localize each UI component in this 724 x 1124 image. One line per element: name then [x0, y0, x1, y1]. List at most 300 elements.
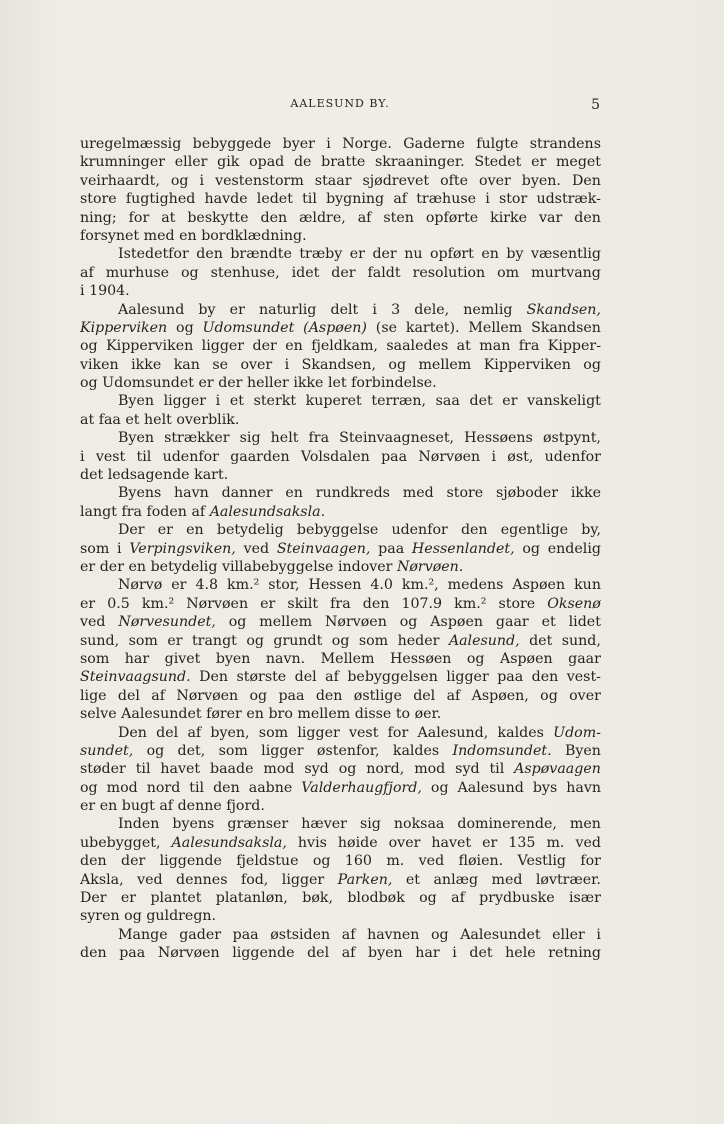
- word: Nørvøen: [176, 687, 239, 704]
- word: og: [540, 687, 558, 704]
- word: største: [236, 669, 287, 686]
- word: i: [215, 393, 221, 410]
- word: og: [80, 779, 98, 796]
- word: bebyggelse: [296, 522, 379, 539]
- word: byen: [215, 650, 251, 667]
- word: og: [228, 614, 247, 631]
- word: Aspøvaagen: [514, 761, 601, 778]
- word: ligger: [261, 742, 304, 759]
- word: syd: [304, 761, 329, 778]
- word: delt: [330, 301, 359, 318]
- word: Byens: [118, 485, 162, 502]
- text-line: [80, 153, 601, 171]
- word: Hessen: [308, 577, 362, 594]
- word: i: [485, 191, 490, 208]
- text-line: [80, 907, 601, 925]
- running-title: AALESUND BY.: [290, 97, 390, 110]
- word: der: [331, 264, 356, 281]
- word: heller: [246, 375, 289, 392]
- word: et: [541, 614, 556, 631]
- word: vest: [95, 448, 126, 465]
- word: km.²: [227, 577, 260, 594]
- word: ikke: [570, 485, 601, 502]
- text-line: [80, 687, 601, 705]
- word: helt: [270, 430, 299, 447]
- word: er: [80, 798, 96, 815]
- word: ledet: [256, 191, 293, 208]
- word: kaldes: [497, 724, 544, 741]
- word: der: [121, 853, 146, 870]
- word: navn.: [265, 650, 306, 667]
- word: er: [198, 375, 214, 392]
- word: Der: [80, 890, 107, 907]
- word: opad: [249, 154, 285, 171]
- word: af: [393, 191, 408, 208]
- word: Der: [118, 522, 145, 539]
- word: Aspøen: [430, 614, 483, 631]
- word: en: [285, 338, 303, 355]
- word: eller: [552, 926, 585, 943]
- word: sig: [359, 816, 381, 833]
- word: ligger: [281, 871, 325, 888]
- word: foden: [146, 503, 187, 520]
- word: er: [120, 890, 137, 907]
- word: Mellem: [320, 650, 375, 667]
- word: grundt: [273, 632, 323, 649]
- word: øst,: [507, 448, 534, 465]
- word: det: [469, 945, 493, 962]
- text-line: [80, 337, 601, 355]
- word: bordklædning.: [201, 227, 307, 244]
- word: det: [529, 632, 553, 649]
- word: rundkreds: [315, 485, 390, 502]
- word: Den: [118, 724, 147, 741]
- word: at: [456, 338, 471, 355]
- word: bøk,: [302, 890, 333, 907]
- word: eller: [174, 154, 208, 171]
- word: strandens: [529, 136, 601, 152]
- word: del: [307, 945, 330, 962]
- word: en: [186, 522, 204, 539]
- word: som: [258, 724, 289, 741]
- word: ved: [575, 834, 601, 851]
- word: en: [481, 246, 499, 263]
- word: paa: [378, 540, 405, 557]
- word: sten: [383, 209, 414, 226]
- word: resolution: [412, 264, 486, 281]
- word: og: [430, 779, 449, 796]
- word: staar: [314, 172, 352, 189]
- word: støder: [80, 761, 126, 778]
- word: 1904.: [89, 283, 130, 300]
- word: saaledes: [386, 338, 449, 355]
- word: høide: [337, 834, 378, 851]
- word: havet: [160, 761, 201, 778]
- word: og: [146, 742, 165, 759]
- word: Den: [199, 669, 229, 686]
- word: træhuse: [416, 191, 477, 208]
- word: en: [128, 558, 147, 575]
- word: er: [80, 558, 96, 575]
- word: man: [479, 338, 511, 355]
- word: liggende: [232, 945, 295, 962]
- word: som: [358, 632, 389, 649]
- word: Aalesundet: [460, 926, 541, 943]
- word: del: [156, 724, 179, 741]
- text-line: [80, 852, 601, 870]
- word: østsiden: [270, 926, 331, 943]
- word: har: [124, 650, 150, 667]
- word: og: [583, 356, 601, 373]
- word: sterkt: [253, 393, 297, 410]
- word: ved: [80, 614, 106, 631]
- word: prydbuske: [479, 890, 555, 907]
- text-line: [80, 558, 601, 576]
- word: væsentlig: [530, 246, 601, 263]
- word: Nørvøen: [325, 614, 387, 631]
- word: en: [179, 227, 197, 244]
- word: som: [80, 540, 110, 557]
- word: noksaa: [393, 816, 445, 833]
- word: del: [413, 687, 436, 704]
- word: et: [125, 411, 140, 428]
- word: og: [170, 172, 189, 189]
- word: del: [117, 687, 140, 704]
- word: en: [246, 706, 264, 723]
- word: heder: [397, 632, 440, 649]
- word: er: [157, 522, 173, 539]
- word: bro: [268, 706, 293, 723]
- word: Skandsen: [531, 319, 601, 336]
- word: Inden: [118, 816, 160, 833]
- word: i: [596, 926, 601, 943]
- word: fra: [518, 338, 540, 355]
- word: nord: [146, 779, 181, 796]
- word: over: [479, 172, 511, 189]
- word: og: [331, 632, 350, 649]
- word: 3: [391, 301, 401, 318]
- word: og: [522, 540, 540, 557]
- word: gik: [217, 154, 240, 171]
- text-line: [80, 172, 601, 190]
- word: murhuse: [105, 264, 170, 281]
- word: Aalesund,: [417, 724, 489, 741]
- word: overblik.: [176, 411, 240, 428]
- text-line: [80, 613, 601, 631]
- word: del: [294, 669, 317, 686]
- word: Istedetfor: [118, 246, 189, 263]
- word: og: [249, 687, 268, 704]
- word: og: [312, 853, 331, 870]
- word: der: [218, 375, 243, 392]
- word: sund,: [561, 632, 601, 649]
- word: km.²,: [401, 577, 439, 594]
- text-line: [80, 815, 601, 833]
- word: i: [372, 301, 377, 318]
- word: kun: [574, 577, 601, 594]
- word: blodbøk: [347, 890, 405, 907]
- word: skilt: [287, 595, 319, 612]
- text-line: [80, 282, 601, 300]
- word: Mellem: [468, 319, 523, 336]
- word: Nørvøen: [418, 448, 481, 465]
- word: var: [539, 209, 563, 226]
- word: Steinvaagen,: [276, 540, 371, 557]
- text-line: [80, 356, 601, 374]
- word: en: [285, 485, 303, 502]
- word: vanskeligt: [527, 393, 601, 410]
- word: til: [136, 448, 152, 465]
- word: nu: [404, 246, 423, 263]
- word: Norge.: [342, 136, 392, 152]
- word: viken: [80, 356, 119, 373]
- word: ved: [137, 871, 163, 888]
- word: by: [506, 246, 524, 263]
- word: til: [302, 191, 317, 208]
- text-line: [80, 926, 601, 944]
- word: gader: [179, 926, 222, 943]
- word: Hessøen: [389, 650, 452, 667]
- word: betydelig: [216, 522, 284, 539]
- text-line: [80, 779, 601, 797]
- word: har: [415, 945, 440, 962]
- word: og: [246, 632, 264, 649]
- word: som: [128, 632, 158, 649]
- word: og: [176, 319, 194, 336]
- word: fra: [330, 595, 351, 612]
- word: saa: [435, 393, 460, 410]
- text-line: [80, 429, 601, 447]
- word: sig: [239, 430, 261, 447]
- word: den: [196, 246, 223, 263]
- word: ligger: [446, 669, 489, 686]
- text-line: [80, 190, 601, 208]
- word: gaarden: [230, 448, 290, 465]
- word: Gaderne: [403, 136, 465, 152]
- word: beskytte: [187, 209, 249, 226]
- word: givet: [164, 650, 201, 667]
- word: østpynt,: [542, 430, 601, 447]
- word: Aksla,: [80, 871, 124, 888]
- word: paa: [278, 687, 305, 704]
- word: baade: [210, 761, 254, 778]
- word: idet: [291, 264, 320, 281]
- word: Den: [571, 172, 601, 189]
- text-line: [80, 227, 601, 245]
- word: 4.8: [195, 577, 219, 594]
- running-head: [80, 97, 600, 113]
- word: Kipperviken: [106, 338, 194, 355]
- word: af: [341, 926, 356, 943]
- word: træby: [299, 246, 343, 263]
- text-line: [80, 632, 601, 650]
- word: der: [372, 246, 397, 263]
- word: er: [229, 301, 245, 318]
- word: danner: [221, 485, 273, 502]
- word: at: [80, 411, 95, 428]
- text-line: [80, 209, 601, 227]
- word: havde: [204, 191, 248, 208]
- word: havnen: [367, 926, 420, 943]
- word: helt: [144, 411, 172, 428]
- word: egentlige: [500, 522, 569, 539]
- word: paa: [497, 669, 524, 686]
- word: som: [218, 742, 248, 759]
- word: Byen: [118, 393, 154, 410]
- word: og: [338, 761, 357, 778]
- word: fod,: [240, 871, 269, 888]
- word: i: [199, 172, 205, 189]
- word: den: [460, 522, 488, 539]
- word: 4.0: [370, 577, 393, 594]
- word: den: [80, 853, 107, 870]
- word: bratte: [321, 154, 366, 171]
- word: Stedet: [474, 154, 522, 171]
- text-line: [80, 724, 601, 742]
- word: fulgte: [476, 136, 519, 152]
- word: kan: [173, 356, 200, 373]
- word: den: [315, 687, 343, 704]
- word: gaar: [568, 650, 601, 667]
- word: medens: [447, 577, 504, 594]
- word: grænser: [227, 816, 289, 833]
- word: trangt: [191, 632, 237, 649]
- text-line: [80, 319, 601, 337]
- word: er: [80, 595, 96, 612]
- word: Aalesund: [118, 301, 185, 318]
- word: over: [240, 356, 273, 373]
- word: Kipperviken: [483, 356, 571, 373]
- word: Byen: [118, 430, 154, 447]
- word: af: [446, 687, 461, 704]
- word: (Aspøen): [303, 319, 367, 336]
- word: Nørvøen: [186, 595, 249, 612]
- word: og: [388, 356, 407, 373]
- word: Verpingsviken,: [129, 540, 236, 557]
- word: udenfor: [391, 522, 448, 539]
- word: havn: [174, 485, 209, 502]
- word: faldt: [367, 264, 401, 281]
- word: veirhaardt,: [80, 172, 160, 189]
- word: bebyggede: [192, 136, 272, 152]
- word: liggende: [159, 853, 222, 870]
- word: 135: [508, 834, 536, 851]
- word: gaar: [495, 614, 529, 631]
- word: paa: [381, 448, 408, 465]
- word: stor: [498, 191, 528, 208]
- word: mellem: [259, 614, 313, 631]
- word: er: [260, 595, 276, 612]
- word: østenfor,: [316, 742, 380, 759]
- word: af: [451, 890, 465, 907]
- word: af: [341, 945, 356, 962]
- word: ligger: [163, 393, 207, 410]
- word: Skandsen,: [526, 301, 601, 318]
- word: Byen: [564, 742, 601, 759]
- word: guldregn.: [146, 908, 217, 925]
- word: Udomsundet: [102, 375, 194, 392]
- word: fører: [206, 706, 242, 723]
- word: af: [191, 503, 206, 520]
- word: og: [181, 264, 199, 281]
- word: m.: [546, 834, 565, 851]
- word: et: [405, 871, 421, 888]
- text-line: [80, 871, 601, 889]
- text-line: [80, 466, 601, 484]
- word: havn: [566, 779, 601, 796]
- text-line: [80, 540, 601, 558]
- word: Vestlig: [517, 853, 566, 870]
- word: vest-: [566, 669, 601, 686]
- word: ning;: [80, 209, 117, 226]
- word: betydelig: [150, 558, 218, 575]
- word: hele: [505, 945, 536, 962]
- word: mellem: [297, 706, 351, 723]
- word: løvtræer.: [535, 871, 601, 888]
- word: Nørvøen: [157, 945, 220, 962]
- word: især: [568, 890, 601, 907]
- word: bygning: [326, 191, 385, 208]
- body-text: [80, 135, 601, 963]
- word: to: [395, 706, 411, 723]
- text-line: [80, 650, 601, 668]
- word: krumninger: [80, 154, 166, 171]
- word: og: [124, 908, 142, 925]
- word: øer.: [414, 706, 442, 723]
- text-line: [80, 834, 601, 852]
- word: over: [388, 834, 421, 851]
- word: sjøboder: [495, 485, 559, 502]
- word: indover: [337, 558, 393, 575]
- word: bys: [532, 779, 558, 796]
- word: det: [80, 467, 104, 484]
- word: ikke: [131, 356, 162, 373]
- word: er: [531, 154, 547, 171]
- word: strækker: [164, 430, 230, 447]
- word: fugtighed: [125, 191, 196, 208]
- word: i: [117, 540, 122, 557]
- text-line: [80, 301, 601, 319]
- word: Aspøen: [499, 650, 553, 667]
- word: selve: [80, 706, 117, 723]
- word: i: [491, 448, 497, 465]
- word: ved: [243, 540, 270, 557]
- word: opført: [429, 246, 474, 263]
- word: lige: [80, 687, 107, 704]
- word: af: [357, 209, 372, 226]
- word: af: [159, 798, 174, 815]
- word: se: [212, 356, 229, 373]
- word: faa: [98, 411, 121, 428]
- word: i: [284, 356, 290, 373]
- text-line: [80, 742, 601, 760]
- word: ved: [418, 853, 445, 870]
- word: af: [80, 264, 94, 281]
- word: i: [80, 283, 85, 300]
- word: med: [143, 227, 175, 244]
- word: Kipperviken: [80, 319, 168, 336]
- word: byen.: [521, 172, 561, 189]
- word: for: [387, 724, 409, 741]
- word: i: [326, 136, 331, 152]
- word: mod: [263, 761, 295, 778]
- word: lidet: [568, 614, 601, 631]
- text-line: [80, 889, 601, 907]
- word: den: [362, 595, 390, 612]
- word: udenfor: [544, 448, 601, 465]
- word: østlige: [353, 687, 402, 704]
- word: bebyggelsen: [347, 669, 438, 686]
